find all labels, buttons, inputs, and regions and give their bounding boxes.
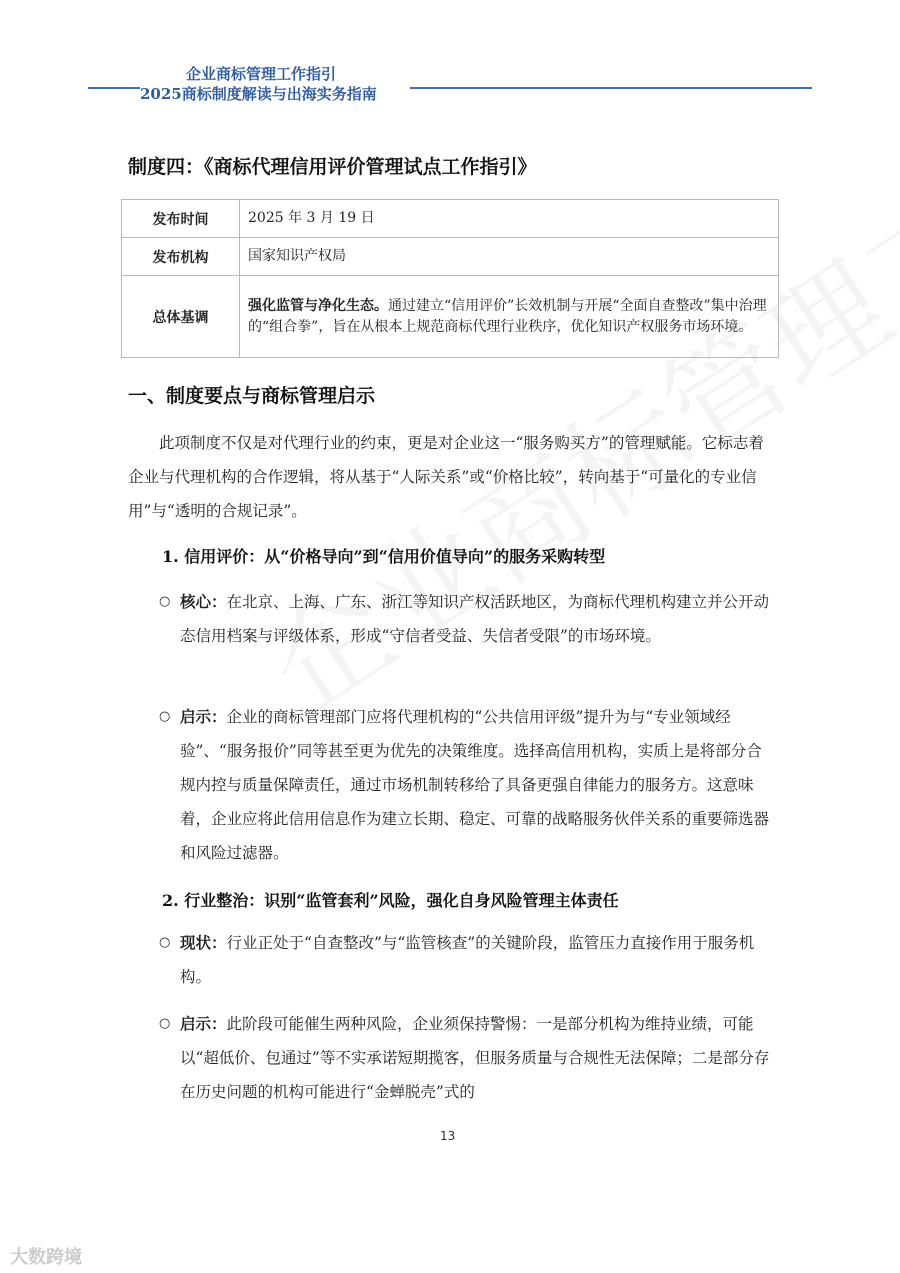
bullet-text: 企业的商标管理部门应将代理机构的“公共信用评级”提升为与“专业领域经验”、“服务报价”同等甚至更为优先的决策维度。选择高信用机构，实质上是将部分合规内控与质量保障责任，通过市场机制转移给了具备更强自律能力的服务方。这意味着，企业应将此信用信息作为建立长期、稳定、可靠的战略服务伙伴关系的重要筛选器和风险过滤器。	[180, 708, 770, 862]
bullet-circle-icon: ○	[159, 1016, 171, 1031]
bullet-item	[159, 926, 776, 994]
bullet-text: 行业正处于“自查整改”与“监管核查”的关键阶段，监管压力直接作用于服务机构。	[180, 934, 755, 986]
bullet-circle-icon: ○	[159, 709, 171, 724]
bullet-text: 在北京、上海、广东、浙江等知识产权活跃地区，为商标代理机构建立并公开动态信用档案与评级体系，形成“守信者受益、失信者受限”的市场环境。	[180, 593, 770, 645]
table-key: 发布时间	[122, 200, 240, 238]
header-subtitle: 2025商标制度解读与出海实务指南	[140, 85, 377, 103]
bullet-item	[159, 1007, 776, 1109]
table-value: 2025 年 3 月 19 日	[240, 200, 779, 238]
header-rule-left	[88, 87, 140, 89]
intro-paragraph: 此项制度不仅是对代理行业的约束，更是对企业这一“服务购买方”的管理赋能。它标志着企业与代理机构的合作逻辑，将从基于“人际关系”或“价格比较”，转向基于“可量化的专业信用”与“透明的合规记录”。	[128, 434, 764, 520]
bullet-label: 核心：	[180, 592, 227, 611]
heading-1: 一、制度要点与商标管理启示	[128, 385, 376, 407]
bullet-circle-icon: ○	[159, 594, 171, 609]
page-number: 13	[440, 1129, 456, 1143]
table-key: 总体基调	[122, 276, 240, 358]
bullet-item	[159, 585, 776, 653]
page-header	[0, 58, 900, 108]
info-table	[121, 199, 779, 358]
brand-logo: 大数跨境	[10, 1247, 82, 1268]
bullet-label: 启示：	[180, 1014, 227, 1033]
table-row	[122, 238, 779, 276]
table-row	[122, 276, 779, 358]
bullet-label: 现状：	[180, 933, 227, 952]
table-key: 发布机构	[122, 238, 240, 276]
table-value: 国家知识产权局	[240, 238, 779, 276]
table-value-bold: 强化监管与净化生态。	[248, 297, 388, 314]
section-title: 制度四：《商标代理信用评价管理试点工作指引》	[128, 156, 537, 178]
table-row	[122, 200, 779, 238]
table-value-text: 通过建立“信用评价”长效机制与开展“全面自查整改”集中治理的“组合拳”，旨在从根本上规范商标代理行业秩序，优化知识产权服务市场环境。	[248, 297, 767, 335]
bullet-text: 此阶段可能催生两种风险，企业须保持警惕：一是部分机构为维持业绩，可能以“超低价、包通过”等不实承诺短期揽客，但服务质量与合规性无法保障；二是部分存在历史问题的机构可能进行“金蝉脱壳”式的	[180, 1015, 770, 1101]
bullet-label: 启示：	[180, 707, 227, 726]
subheading-1: 1. 信用评价：从“价格导向”到“信用价值导向”的服务采购转型	[162, 547, 606, 566]
table-value	[240, 276, 779, 358]
bullet-circle-icon: ○	[159, 935, 171, 950]
header-title: 企业商标管理工作指引	[186, 65, 337, 83]
bullet-item	[159, 700, 776, 870]
header-rule-right	[410, 87, 812, 89]
subheading-2: 2. 行业整治：识别“监管套利”风险，强化自身风险管理主体责任	[162, 891, 619, 910]
